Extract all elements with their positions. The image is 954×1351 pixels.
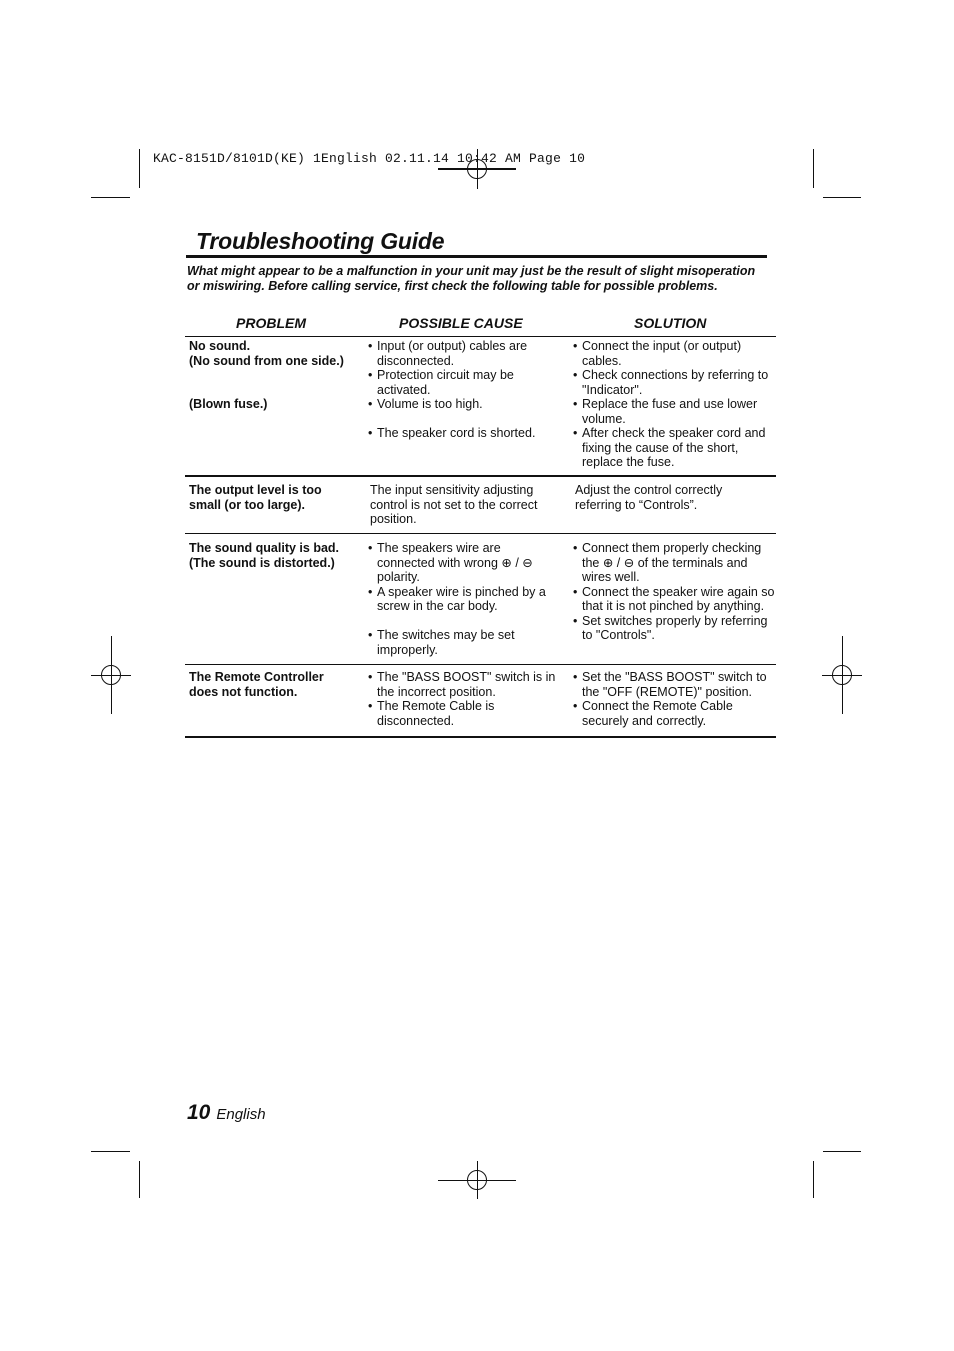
- page-footer: [187, 1101, 266, 1125]
- crop-mark: [139, 1161, 140, 1198]
- solution-item: • Connect the Remote Cable securely and correctly.: [573, 699, 775, 728]
- problem-text: (The sound is distorted.): [189, 555, 335, 570]
- table-rule: [185, 533, 776, 534]
- page-language: English: [216, 1106, 266, 1123]
- cause-item: • The speakers wire are connected with wrong ⊕ / ⊖ polarity.: [368, 541, 560, 585]
- cause-item: • The speaker cord is shorted.: [368, 426, 560, 441]
- cause-item: • The "BASS BOOST" switch is in the incorrect position.: [368, 670, 560, 699]
- problem-cell: [189, 483, 354, 512]
- crop-mark: [139, 149, 140, 188]
- page-title: Troubleshooting Guide: [196, 228, 445, 254]
- problem-cell: [189, 339, 359, 412]
- registration-mark-icon: [438, 1161, 516, 1199]
- problem-text: (Blown fuse.): [189, 397, 268, 411]
- solution-item: Adjust the control correctly referring to “Controls”.: [575, 483, 723, 512]
- cause-item: • The Remote Cable is disconnected.: [368, 699, 560, 728]
- cause-item: • Input (or output) cables are disconnected.: [368, 339, 560, 368]
- solution-item: • Set the "BASS BOOST" switch to the "OFF (REMOTE)" position.: [573, 670, 775, 699]
- problem-text: The Remote Controller does not function.: [189, 670, 324, 699]
- print-slug: KAC-8151D/8101D(KE) 1English 02.11.14 10:42 AM Page 10: [153, 151, 586, 166]
- table-rule: [185, 736, 776, 738]
- cause-item: • Volume is too high.: [368, 397, 560, 412]
- cause-item: • A speaker wire is pinched by a screw in the car body.: [368, 585, 560, 614]
- crop-mark: [813, 149, 814, 188]
- header-possible-cause: POSSIBLE CAUSE: [399, 315, 523, 331]
- problem-text: No sound.: [189, 339, 251, 353]
- table-rule: [185, 664, 776, 665]
- crop-mark: [823, 1151, 861, 1152]
- solution-item: • Replace the fuse and use lower volume.: [573, 397, 775, 426]
- problem-text: (No sound from one side.): [189, 353, 344, 368]
- header-solution: SOLUTION: [634, 315, 707, 331]
- solution-item: • Connect the input (or output) cables.: [573, 339, 775, 368]
- solution-item: • Connect the speaker wire again so that it is not pinched by anything.: [573, 585, 775, 614]
- solution-item: • Set switches properly by referring to "Controls".: [573, 614, 775, 643]
- cause-cell: [368, 339, 560, 441]
- solution-cell: [573, 339, 775, 470]
- slug-underline: [438, 168, 516, 169]
- cause-cell: [368, 541, 560, 657]
- solution-cell: [573, 670, 775, 728]
- cause-cell: [370, 483, 560, 527]
- solution-cell: [575, 483, 765, 512]
- cause-item: The input sensitivity adjusting control is not set to the correct position.: [370, 483, 538, 526]
- cause-item: • The switches may be set improperly.: [368, 628, 560, 657]
- solution-cell: [573, 541, 775, 643]
- title-rule: [186, 255, 767, 258]
- crop-mark: [823, 197, 861, 198]
- table-rule: [185, 475, 776, 477]
- problem-cell: [189, 670, 354, 699]
- problem-text: The output level is too small (or too large).: [189, 483, 322, 512]
- problem-text: The sound quality is bad.: [189, 541, 340, 555]
- solution-item: • After check the speaker cord and fixing the cause of the short, replace the fuse.: [573, 426, 775, 470]
- registration-mark-icon: [822, 636, 862, 714]
- intro-text: What might appear to be a malfunction in your unit may just be the result of slight misoperation or miswiring. Before calling service, first check the following table for possible problems.: [187, 264, 756, 293]
- cause-item: • Protection circuit may be activated.: [368, 368, 560, 397]
- solution-item: • Check connections by referring to "Indicator".: [573, 368, 775, 397]
- header-problem: PROBLEM: [236, 315, 306, 331]
- crop-mark: [91, 1151, 130, 1152]
- page-number: 10: [187, 1101, 211, 1124]
- crop-mark: [813, 1161, 814, 1198]
- registration-mark-icon: [91, 636, 131, 714]
- crop-mark: [91, 197, 130, 198]
- table-rule: [185, 336, 776, 337]
- solution-item: • Connect them properly checking the ⊕ / ⊖ of the terminals and wires well.: [573, 541, 775, 585]
- problem-cell: [189, 541, 359, 570]
- cause-cell: [368, 670, 560, 728]
